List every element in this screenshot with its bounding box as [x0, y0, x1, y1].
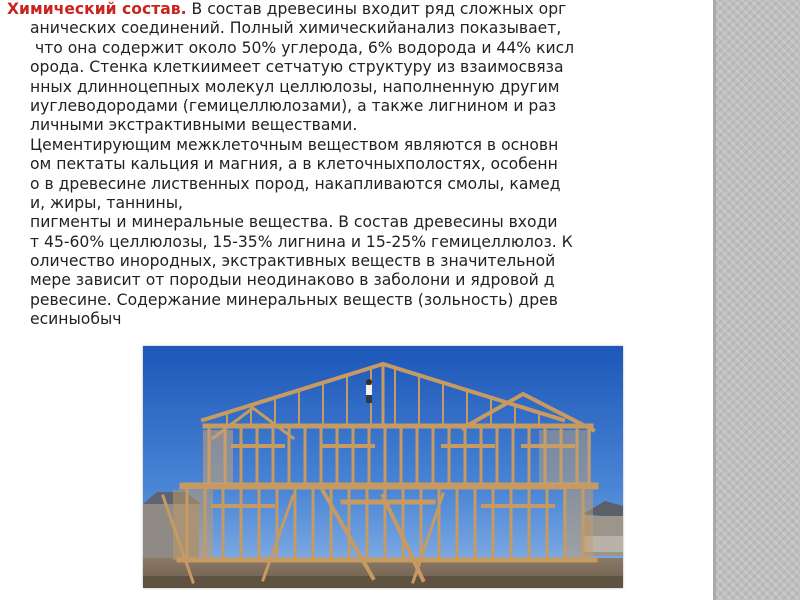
text-line: орода. Стенка клеткиимеет сетчатую структуру из взаимосвяза: [30, 58, 564, 77]
text-line: что она содержит около 50% углерода, 6% водорода и 44% кисл: [30, 38, 575, 57]
house-frame-photo: [143, 346, 623, 588]
text-line: мере зависит от породыи неодинаково в заболони и ядровой д: [30, 271, 555, 290]
body-text: [7, 0, 710, 330]
decorative-side-band: [713, 0, 800, 600]
text-line: есиныобыч: [30, 310, 122, 329]
text-line: анических соединений. Полный химическийанализ показывает,: [30, 19, 562, 38]
text-line: Цементирующим межклеточным веществом являются в основн: [30, 135, 559, 154]
text-line: т 45-60% целлюлозы, 15-35% лигнина и 15-25% гемицеллюлоз. К: [30, 232, 573, 251]
text-line: личными экстрактивными веществами.: [30, 116, 358, 135]
heading-label: Химический состав.: [7, 0, 187, 18]
text-line: ом пектаты кальция и магния, а в клеточныхполостях, особенн: [30, 155, 558, 174]
text-line: нных длинноцепных молекул целлюлозы, наполненную другим: [30, 77, 560, 96]
text-line: ревесине. Содержание минеральных веществ (зольность) древ: [30, 290, 558, 309]
text-line-content: В состав древесины входит ряд сложных орг: [186, 0, 567, 18]
text-line: иуглеводородами (гемицеллюлозами), а также лигнином и раз: [30, 96, 557, 115]
text-line: [7, 0, 710, 19]
text-line: оличество инородных, экстрактивных веществ в значительной: [30, 252, 556, 271]
worker-figure: [366, 379, 372, 403]
text-line: и, жиры, таннины,: [30, 193, 183, 212]
text-line: пигменты и минеральные вещества. В состав древесины входи: [30, 213, 558, 232]
text-line: о в древесине лиственных пород, накапливаются смолы, камед: [30, 174, 561, 193]
